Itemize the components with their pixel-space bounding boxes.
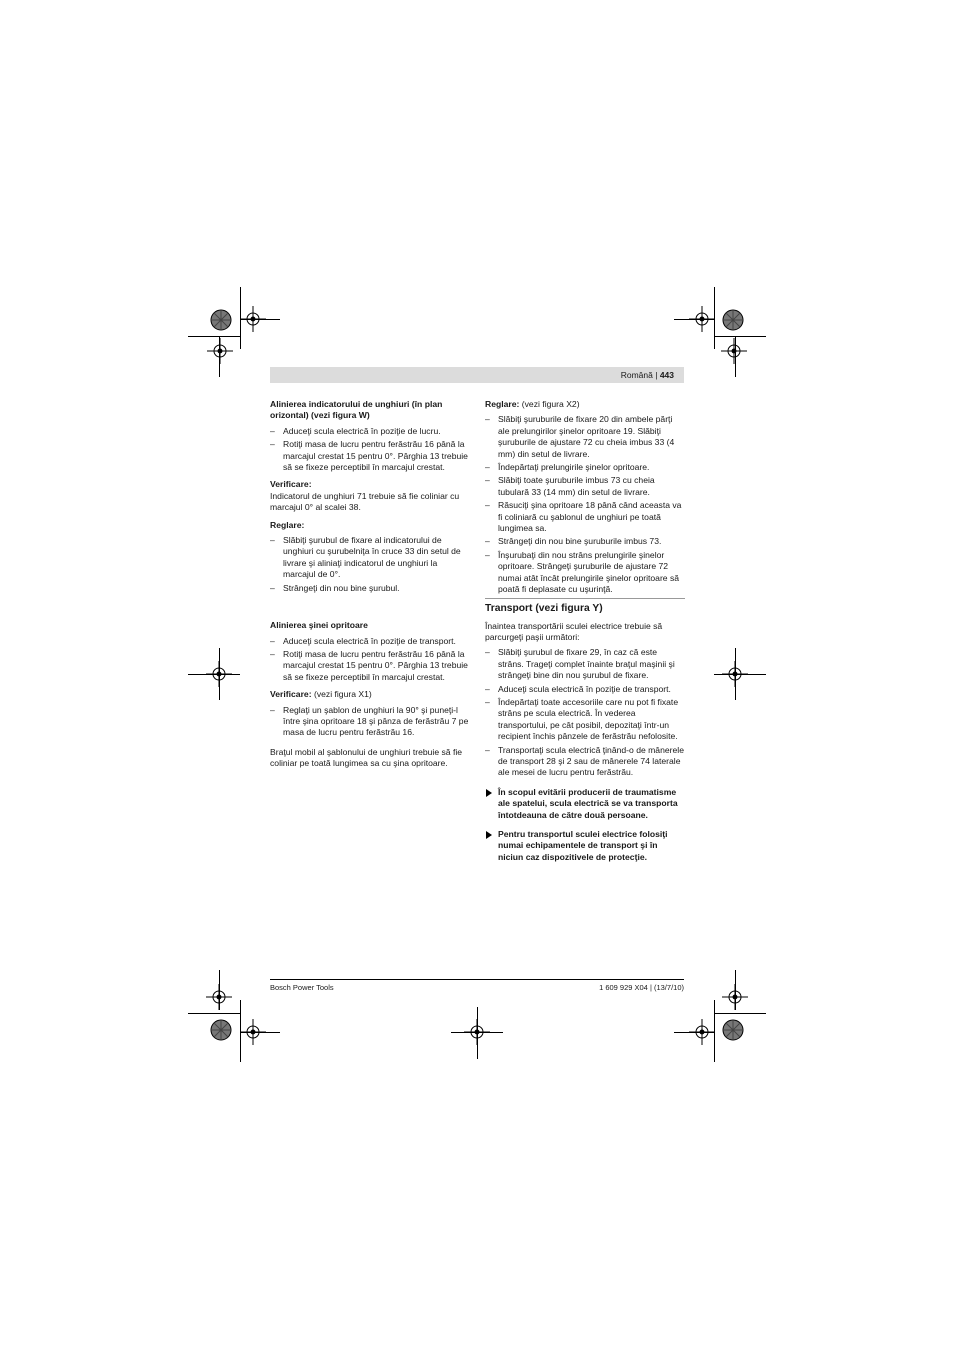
list-item: – Înşurubaţi din nou strâns prelungirile şinelor opritoare. Strângeţi şuruburile de ajustare 72 numai atât încât prelungirile şinelor opritoare să poată fi deplasate cu uşurinţă. bbox=[485, 550, 685, 596]
figure-ref: (vezi figura X2) bbox=[519, 399, 580, 409]
warning-text: Pentru transportul sculei electrice folosiţi numai echipamentele de transport şi în niciun caz dispozitivele de protecţie. bbox=[498, 829, 668, 862]
warning-text: În scopul evitării producerii de traumatisme ale spatelui, scula electrică se va transporta întotdeauna de către două persoane. bbox=[498, 786, 678, 820]
paragraph: Braţul mobil al şablonului de unghiuri trebuie să fie coliniar pe toată lungimea sa cu şina opritoare. bbox=[270, 746, 463, 769]
list-item: – Strângeţi din nou bine şurubul. bbox=[270, 583, 470, 594]
header-separator: | bbox=[655, 370, 658, 380]
list-item: – Reglaţi un şablon de unghiuri la 90° şi puneţi-l între şina opritoare 18 şi pânza de ferăstrău 7 pe masa de lucru pentru ferăstrău 16. bbox=[270, 705, 470, 739]
registration-target-icon bbox=[722, 984, 748, 1010]
reglare-x2 bbox=[485, 399, 685, 410]
list-item: – Rotiţi masa de lucru pentru ferăstrău 16 până la marcajul crestat 15 pentru 0°. Pârghia 13 trebuie să se fixeze perceptibil în marcajul crestat. bbox=[270, 649, 470, 683]
transport-intro: Înaintea transportării sculei electrice trebuie să parcurgeţi paşii următori: bbox=[485, 620, 663, 642]
header-text bbox=[621, 369, 674, 381]
list-item: – Slăbiţi toate şuruburile imbus 73 cu cheia tubulară 33 (14 mm) din setul de livrare. bbox=[485, 475, 685, 498]
verificare-label: Verificare: bbox=[270, 689, 312, 700]
list-item: – Răsuciţi şina opritoare 18 până când aceasta va fi coliniară cu şablonul de unghiuri pe toată lungimea sa. bbox=[485, 500, 685, 534]
reglare-label: Reglare: bbox=[485, 399, 520, 409]
page-number: 443 bbox=[659, 370, 674, 380]
list-item: – Îndepărtaţi toate accesoriile care nu pot fi fixate strâns pe scula electrică. În vederea transportului, pe cât posibil, depozitaţi într-un recipient închis pânzele de ferăstrău nefolosite. bbox=[485, 697, 685, 743]
list-item: – Aduceţi scula electrică în poziţie de transport. bbox=[485, 684, 685, 695]
list-item: – Slăbiţi şuruburile de fixare 20 din ambele părţi ale prelungirilor şinelor opritoare 19. Slăbiţi şuruburile de ajustare 72 cu cheia imbus 33 (4 mm) din setul de livrare. bbox=[485, 414, 685, 460]
right-column bbox=[485, 399, 685, 863]
fence-alignment-steps bbox=[270, 636, 470, 684]
page-header bbox=[270, 367, 684, 383]
list-item: – Aduceţi scula electrică în poziţie de transport. bbox=[270, 636, 470, 647]
header-language: Română bbox=[620, 370, 653, 380]
reglare-x2-steps bbox=[485, 414, 685, 595]
left-column bbox=[270, 399, 470, 770]
list-item: – Slăbiţi şurubul de fixare al indicatorului de unghiuri cu şurubelniţa în cruce 33 din setul de livrare şi aliniaţi indicatorul de unghiuri la marcajul de 0°. bbox=[270, 535, 470, 581]
list-item: – Strângeţi din nou bine şuruburile imbus 73. bbox=[485, 536, 685, 547]
color-wheel-icon bbox=[210, 1019, 232, 1041]
angle-indicator-steps bbox=[270, 426, 470, 474]
verificare-text: Indicatorul de unghiuri 71 trebuie să fie coliniar cu marcajul 0° al scalei 38. bbox=[270, 490, 460, 513]
reglare-steps bbox=[270, 535, 470, 594]
section-title-angle-indicator: Alinierea indicatorului de unghiuri (în plan orizontal) (vezi figura W) bbox=[270, 399, 443, 421]
section-title-transport: Transport (vezi figura Y) bbox=[485, 598, 685, 615]
verificare-x1-steps bbox=[270, 705, 470, 739]
list-item: – Îndepărtaţi prelungirile şinelor opritoare. bbox=[485, 462, 685, 473]
color-wheel-icon bbox=[722, 309, 744, 331]
reglare-label: Reglare: bbox=[270, 519, 305, 530]
section-title-fence-alignment: Alinierea şinei opritoare bbox=[270, 620, 368, 631]
verificare-label: Verificare: bbox=[270, 479, 312, 490]
warning-item bbox=[485, 787, 685, 821]
warning-item bbox=[485, 829, 685, 863]
color-wheel-icon bbox=[210, 309, 232, 331]
verificare-x1 bbox=[270, 689, 470, 700]
figure-ref: (vezi figura X1) bbox=[311, 689, 372, 700]
registration-target-icon bbox=[207, 338, 233, 364]
list-item: – Aduceţi scula electrică în poziţie de lucru. bbox=[270, 426, 470, 437]
footer-doc-id: 1 609 929 X04 | (13/7/10) bbox=[599, 983, 684, 992]
footer-brand: Bosch Power Tools bbox=[270, 983, 334, 992]
transport-steps bbox=[485, 647, 685, 778]
registration-target-icon bbox=[206, 984, 232, 1010]
footer-divider bbox=[270, 979, 684, 980]
warning-arrow-icon bbox=[486, 789, 492, 797]
list-item: – Transportaţi scula electrică ţinând-o de mânerele de transport 28 şi 2 sau de mânerele 74 laterale ale mesei de lucru pentru ferăstrău. bbox=[485, 745, 685, 779]
list-item: – Rotiţi masa de lucru pentru ferăstrău 16 până la marcajul crestat 15 pentru 0°. Pârghia 13 trebuie să se fixeze perceptibil în marcajul crestat. bbox=[270, 439, 470, 473]
warning-arrow-icon bbox=[486, 831, 492, 839]
color-wheel-icon bbox=[722, 1019, 744, 1041]
registration-target-icon bbox=[721, 338, 747, 364]
list-item: – Slăbiţi şurubul de fixare 29, în caz că este strâns. Trageţi complet înainte braţul maşinii şi strângeţi bine din nou şurubul de fixare. bbox=[485, 647, 685, 681]
